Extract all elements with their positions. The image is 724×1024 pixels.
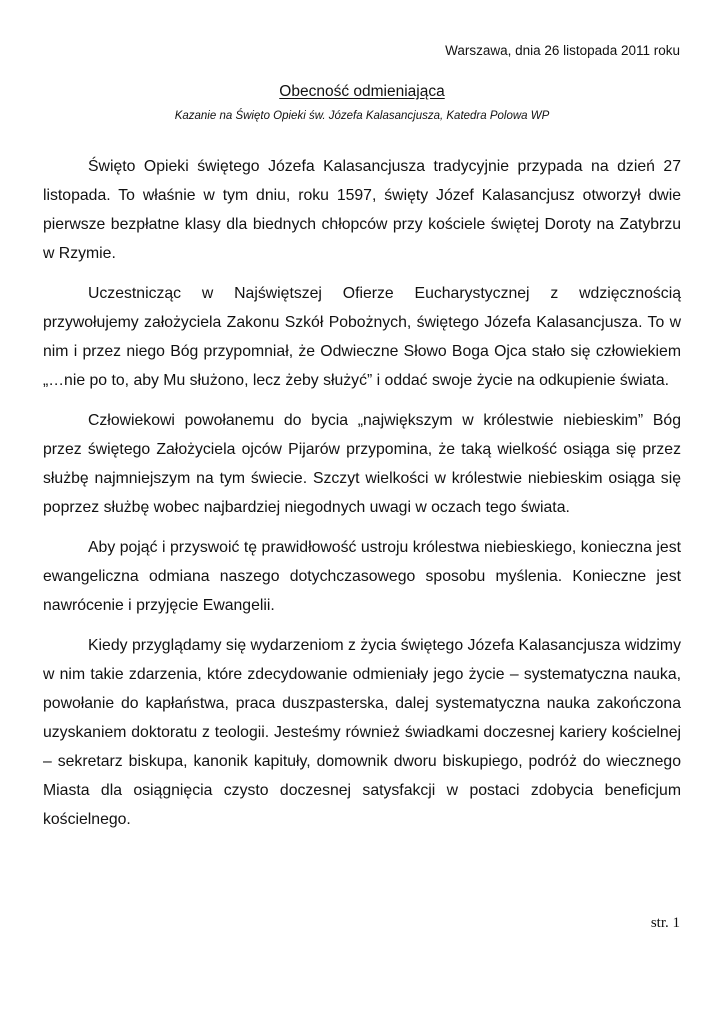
paragraph: Aby pojąć i przyswoić tę prawidłowość ustroju królestwa niebieskiego, konieczna jest ewangeliczna odmiana naszego dotychczasowego sposobu myślenia. Konieczne jest nawrócenie i przyjęcie Ewangelii.	[43, 539, 681, 614]
paragraph: Kiedy przyglądamy się wydarzeniom z życia świętego Józefa Kalasancjusza widzimy w nim takie zdarzenia, które zdecydowanie odmieniały jego życie – systematyczna nauka, powołanie do kapłaństwa, praca duszpasterska, dalej systematyczna nauka zakończona uzyskaniem doktoratu z teologii. Jesteśmy również świadkami doczesnej kariery kościelnej – sekretarz biskupa, kanonik kapituły, domownik dworu biskupiego, podróż do wiecznego Miasta dla osiągnięcia czysto doczesnej satysfakcji w postaci zdobycia beneficjum kościelnego.	[43, 637, 681, 828]
document-title: Obecność odmieniająca	[279, 83, 445, 100]
paragraph: Święto Opieki świętego Józefa Kalasancjusza tradycyjnie przypada na dzień 27 listopada. To właśnie w tym dniu, roku 1597, święty Józef Kalasancjusz otworzył dwie pierwsze bezpłatne klasy dla biednych chłopców przy kościele świętej Doroty na Zatybrzu w Rzymie.	[43, 158, 681, 262]
paragraph: Człowiekowi powołanemu do bycia „największym w królestwie niebieskim” Bóg przez świętego Założyciela ojców Pijarów przypomina, że taką wielkość osiąga się przez służbę najmniejszym na tym świecie. Szczyt wielkości w królestwie niebieskim osiąga się poprzez służbę wobec najbardziej niegodnych uwagi w oczach tego świata.	[43, 412, 681, 516]
document-subtitle: Kazanie na Święto Opieki św. Józefa Kalasancjusza, Katedra Polowa WP	[174, 110, 550, 122]
page-number: str. 1	[650, 915, 680, 931]
document-body	[43, 152, 681, 845]
paragraph: Uczestnicząc w Najświętszej Ofierze Eucharystycznej z wdzięcznością przywołujemy założyciela Zakonu Szkół Pobożnych, świętego Józefa Kalasancjusza. To w nim i przez niego Bóg przypomniał, że Odwieczne Słowo Boga Ojca stało się człowiekiem „…nie po to, aby Mu służono, lecz żeby służyć” i oddać swoje życie na odkupienie świata.	[43, 285, 681, 389]
document-date: Warszawa, dnia 26 listopada 2011 roku	[445, 43, 680, 58]
